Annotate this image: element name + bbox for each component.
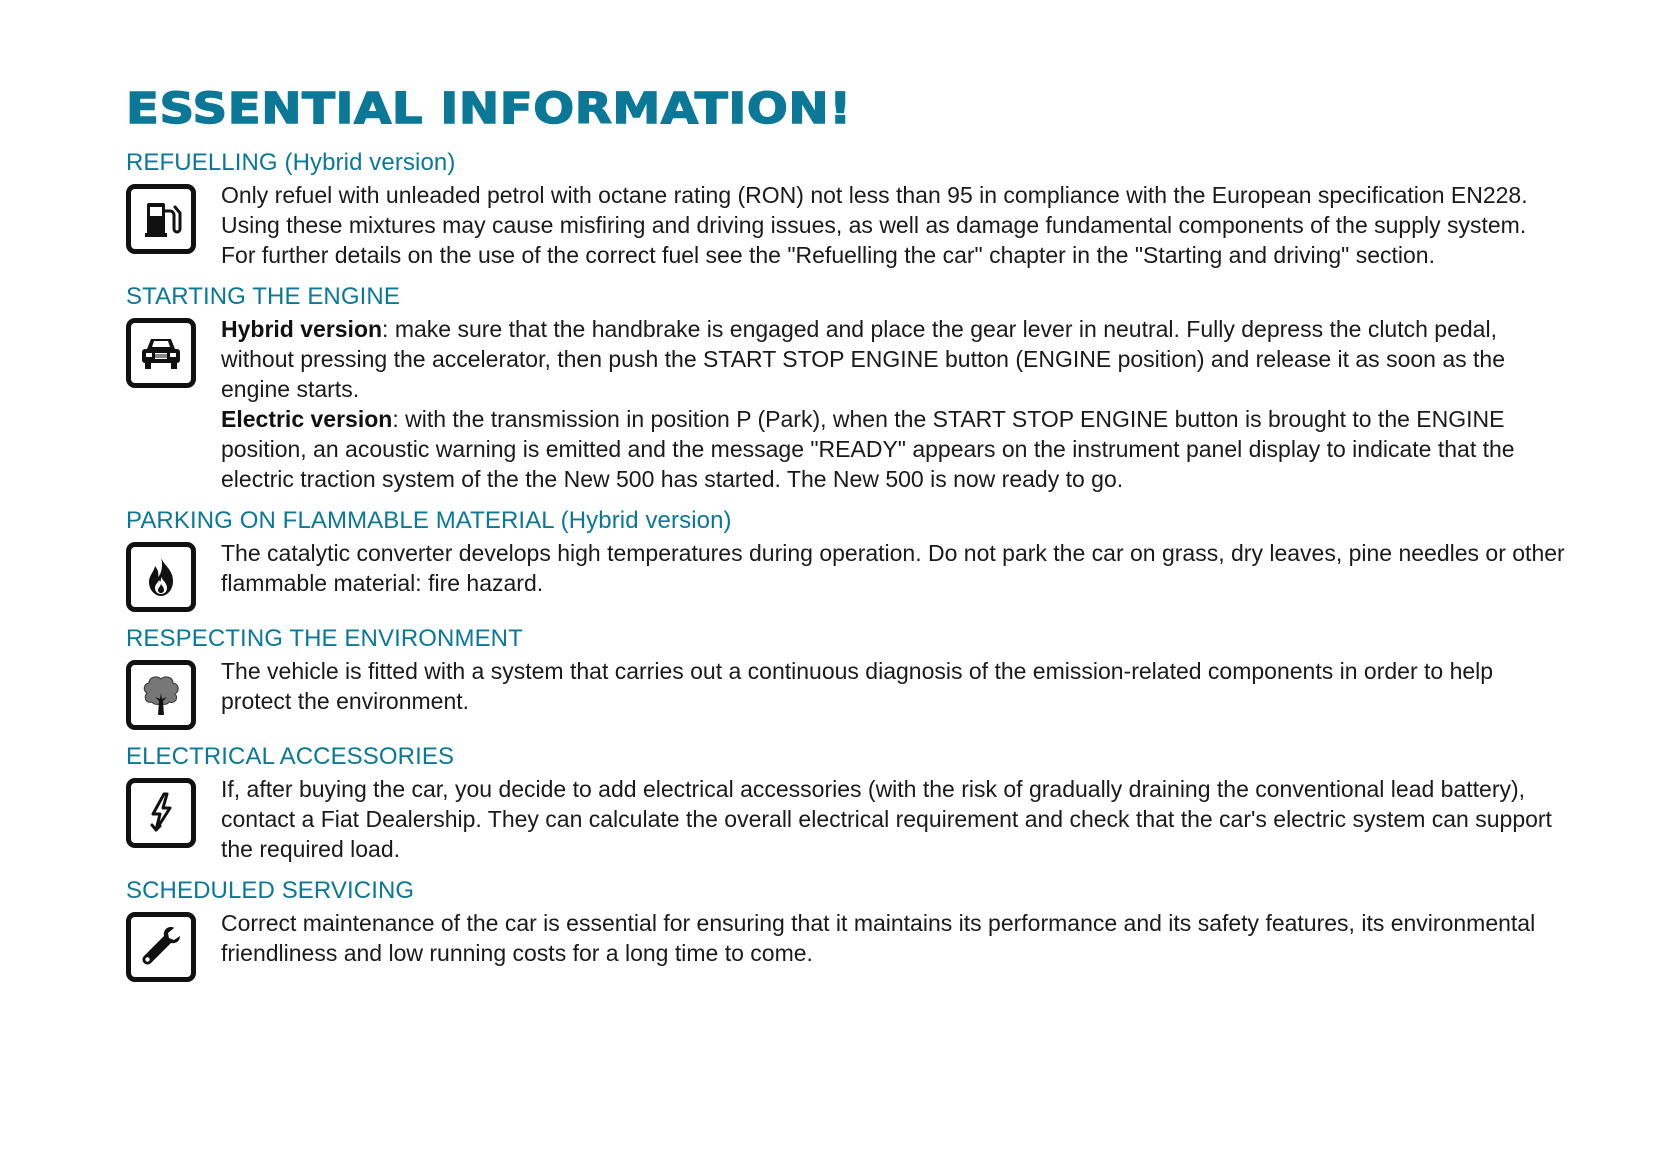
section-refuelling xyxy=(126,148,1566,270)
section-text xyxy=(221,908,1566,968)
paragraph: The catalytic converter develops high temperatures during operation. Do not park the car on grass, dry leaves, pine needles or other flammable material: fire hazard. xyxy=(221,540,1565,596)
section-scheduled-servicing xyxy=(126,876,1566,982)
paragraph: For further details on the use of the correct fuel see the "Refuelling the car" chapter in the "Starting and driving" section. xyxy=(221,242,1435,268)
section-electrical-accessories xyxy=(126,742,1566,864)
paragraph: Only refuel with unleaded petrol with octane rating (RON) not less than 95 in compliance with the European specification EN228. Using these mixtures may cause misfiring and driving issues, as well as damage fundamental components of the supply system. xyxy=(221,182,1528,238)
wrench-icon xyxy=(126,912,196,982)
paragraph: Correct maintenance of the car is essential for ensuring that it maintains its performance and its safety features, its environmental friendliness and low running costs for a long time to come. xyxy=(221,910,1536,966)
section-heading: PARKING ON FLAMMABLE MATERIAL (Hybrid version) xyxy=(126,507,732,534)
paragraph: Electric version: with the transmission in position P (Park), when the START STOP ENGINE button is brought to the ENGINE position, an acoustic warning is emitted and the message "READY" appears on the instrument panel display to indicate that the electric traction system of the the New 500 has started. The New 500 is now ready to go. xyxy=(221,406,1515,492)
section-parking-flammable xyxy=(126,506,1566,612)
section-text xyxy=(221,538,1566,598)
section-text xyxy=(221,314,1566,494)
fuel-pump-icon xyxy=(126,184,196,254)
section-environment xyxy=(126,624,1566,730)
section-text xyxy=(221,774,1566,864)
section-starting-engine xyxy=(126,282,1566,494)
flame-icon xyxy=(126,542,196,612)
section-heading: STARTING THE ENGINE xyxy=(126,283,400,310)
essential-information-page xyxy=(126,84,1566,994)
section-text xyxy=(221,180,1566,270)
page-title: ESSENTIAL INFORMATION! xyxy=(126,84,852,134)
section-heading: SCHEDULED SERVICING xyxy=(126,877,415,904)
section-heading: RESPECTING THE ENVIRONMENT xyxy=(126,625,523,652)
section-heading: REFUELLING (Hybrid version) xyxy=(126,149,456,176)
lightning-bolt-icon xyxy=(126,778,196,848)
tree-icon xyxy=(126,660,196,730)
paragraph: The vehicle is fitted with a system that carries out a continuous diagnosis of the emission-related components in order to help protect the environment. xyxy=(221,658,1494,714)
section-text xyxy=(221,656,1566,716)
paragraph: If, after buying the car, you decide to add electrical accessories (with the risk of gradually draining the conventional lead battery), contact a Fiat Dealership. They can calculate the overall electrical requirement and check that the car's electric system can support the required load. xyxy=(221,776,1552,862)
car-front-icon xyxy=(126,318,196,388)
section-heading: ELECTRICAL ACCESSORIES xyxy=(126,743,455,770)
paragraph: Hybrid version: make sure that the handbrake is engaged and place the gear lever in neutral. Fully depress the clutch pedal, without pressing the accelerator, then push the START STOP ENGINE button (ENGINE position) and release it as soon as the engine starts. xyxy=(221,316,1505,402)
